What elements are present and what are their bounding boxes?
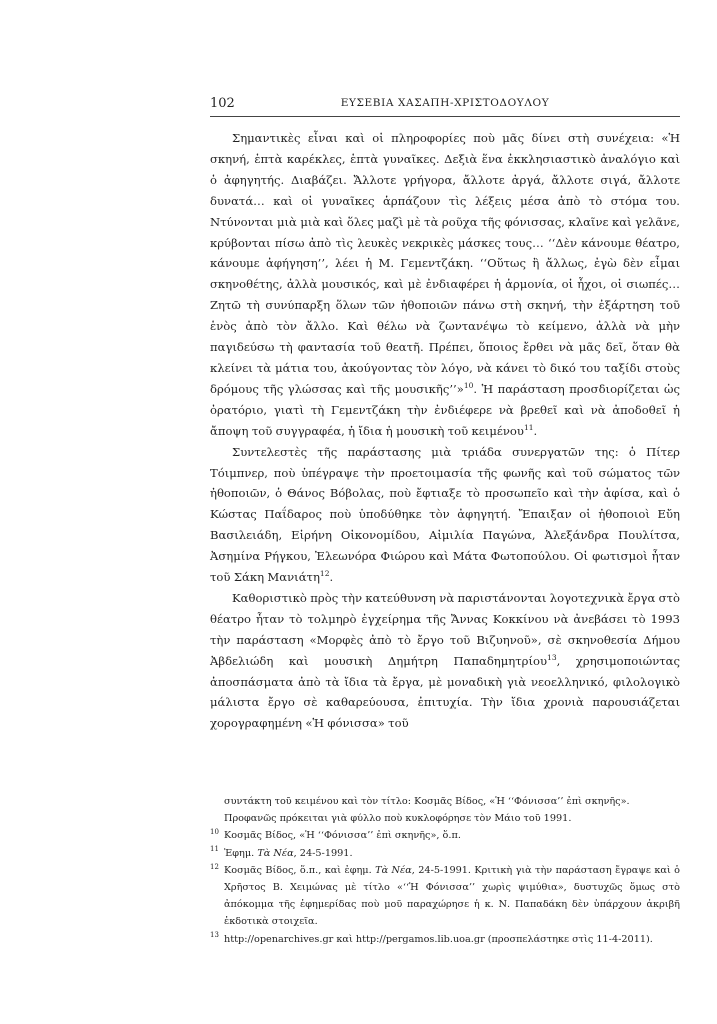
footnote-continuation-b: Προφανῶς πρόκειται γιὰ φύλλο ποὺ κυκλοφόρησε τὸν Μάιο τοῦ 1991. (224, 813, 572, 825)
paragraph-2-text: Συντελεστὲς τῆς παράστασης μιὰ τριάδα συνεργατῶν της: ὁ Πίτερ Τόιμπνερ, ποὺ ὑπέγραψε τὴν προετοιμασία τῆς φωνῆς καὶ τοῦ σώματος τῶν ἠθοποιῶν, ὁ Θάνος Βόβολας, ποὺ ἔφτιαξε τὸ προσωπεῖο καὶ τὴν ἀφίσα, καὶ ὁ Κώστας Παΐδαρος ποὺ ὑποδύθηκε τὸν ἀφηγητή. Ἔπαιξαν οἱ ἠθοποιοὶ Εὔη Βασιλειάδη, Εἰρήνη Οἰκονομίδου, Αἰμιλία Παγώνα, Ἀλεξάνδρα Πουλίτσα, Ἀσημίνα Ρήγκου, Ἐλεωνόρα Φιώρου καὶ Μάτα Φωτοπούλου. Οἱ φωτισμοὶ ἦταν τοῦ Σάκη Μανιάτη (210, 444, 680, 585)
header-rule (210, 116, 680, 117)
footnote-11-text: Ἐφημ. (224, 847, 258, 859)
footnote-12-text: Κοσμᾶς Βίδος, ὅ.π., καὶ ἐφημ. (224, 864, 376, 876)
paragraph-2 (210, 442, 680, 588)
running-head (210, 96, 680, 116)
footnote-ref-11: 11 (523, 422, 534, 432)
footnote-12: 12 Κοσμᾶς Βίδος, ὅ.π., καὶ ἐφημ. Τὰ Νέα, 24-5-1991. Κριτικὴ γιὰ τὴν παράσταση ἔγραψε καὶ ὁ Χρῆστος Β. Χειμώνας μὲ τίτλο «‘‘Ἡ Φόνισσα’’ χωρὶς ψιμύθια», δυστυχῶς ὅμως στὸ ἀπόκομμα τῆς ἐφημερίδας ποὺ μοῦ παραχώρησε ἡ κ. Ν. Παπαδάκη δὲν ὑπάρχουν ἀκριβῆ ἐκδοτικὰ στοιχεῖα. (210, 862, 680, 928)
paragraph-1-end: . (533, 423, 538, 438)
paragraph-3-text: Καθοριστικὸ πρὸς τὴν κατεύθυνση νὰ παριστάνονται λογοτεχνικὰ ἔργα στὸ θέατρο ἦταν τὸ τολμηρὸ ἐγχείρημα τῆς Ἄννας Κοκκίνου νὰ ἀνεβάσει τὸ 1993 τὴν παράσταση «Μορφὲς ἀπὸ τὸ ἔργο τοῦ Βιζυηνοῦ», σὲ σκηνοθεσία Δήμου Ἀβδελιώδη καὶ μουσικὴ Δημήτρη Παπαδημητρίου (210, 590, 680, 668)
running-title: ΕΥΣΕΒΙΑ ΧΑΣΑΠΗ-ΧΡΙΣΤΟΔΟΥΛΟΥ (340, 97, 550, 109)
paragraph-3 (210, 588, 680, 734)
footnote-13: 13 http://openarchives.gr καὶ http://pergamos.lib.uoa.gr (προσπελάστηκε στὶς 11-4-2011). (210, 931, 653, 945)
paragraph-1-text-cont: . Ἡ παράσταση προσδιορίζεται ὡς ὀρατόριο, γιατὶ τὴ Γεμεντζάκη τὴν ἐνδιέφερε νὰ βρεθεῖ καὶ νὰ ἀποδοθεῖ ἡ ἄποψη τοῦ συγγραφέα, ἡ ἴδια ἡ μουσικὴ τοῦ κειμένου (210, 381, 680, 438)
paragraph-2-end: . (329, 570, 334, 585)
footnote-ref-13: 13 (547, 652, 557, 662)
footnote-continuation (210, 793, 680, 827)
footnote-11-newspaper: Τὰ Νέα (257, 847, 294, 859)
footnote-11-date: , 24-5-1991. (293, 847, 353, 859)
paragraph-1 (210, 128, 680, 442)
footnote-13-text: http://openarchives.gr καὶ http://pergamos.lib.uoa.gr (προσπελάστηκε στὶς 11-4-2011). (224, 933, 653, 945)
paragraph-3-text-cont: , χρησιμοποιώντας ἀποσπάσματα ἀπὸ τὰ ἴδια τὰ ἔργα, μὲ μοναδικὴ γιὰ νεοελληνικό, φιλολογικὸ μάλιστα ἔργο σὲ καθαρεύουσα, ἐπιτυχία. Τὴν ἴδια χρονιὰ παρουσιάζεται χορογραφημένη «Ἡ φόνισσα» τοῦ (210, 653, 680, 731)
footnote-12-text-cont: , 24-5-1991. Κριτικὴ γιὰ τὴν παράσταση ἔγραψε καὶ ὁ Χρῆστος Β. Χειμώνας μὲ τίτλο «‘‘Ἡ Φόνισσα’’ χωρὶς ψιμύθια», δυστυχῶς ὅμως στὸ ἀπόκομμα τῆς ἐφημερίδας ποὺ μοῦ παραχώρησε ἡ κ. Ν. Παπαδάκη δὲν ὑπάρχουν ἀκριβῆ ἐκδοτικὰ στοιχεῖα. (224, 864, 680, 928)
footnote-ref-12: 12 (319, 569, 330, 579)
footnote-continuation-a: συντάκτη τοῦ κειμένου καὶ τὸν τίτλο: Κοσμᾶς Βίδος, «Ἡ ‘‘Φόνισσα’’ ἐπὶ σκηνῆς». (224, 796, 630, 807)
footnotes (210, 793, 680, 948)
body-text (210, 128, 680, 734)
footnote-ref-10: 10 (463, 381, 474, 391)
footnote-10: 10 Κοσμᾶς Βίδος, «Ἡ ‘‘Φόνισσα’’ ἐπὶ σκηνῆς», ὅ.π. (210, 828, 461, 842)
footnote-11: 11 Ἐφημ. Τὰ Νέα, 24-5-1991. (210, 845, 353, 859)
paragraph-1-text: Σημαντικὲς εἶναι καὶ οἱ πληροφορίες ποὺ μᾶς δίνει στὴ συνέχεια: «Ἡ σκηνή, ἑπτὰ καρέκλες, ἑπτὰ γυναῖκες. Δεξιὰ ἕνα ἐκκλησιαστικὸ ἀναλόγιο καὶ ὁ ἀφηγητής. Διαβάζει. Ἄλλοτε γρήγορα, ἄλλοτε ἀργά, ἄλλοτε σιγά, ἄλλοτε δυνατά… καὶ οἱ γυναῖκες ἁρπάζουν τὶς λέξεις μέσα ἀπὸ τὸ στόμα του. Ντύνονται μιὰ μιὰ καὶ ὅλες μαζὶ μὲ τὰ ροῦχα τῆς φόνισσας, κλαῖνε καὶ γελᾶνε, κρύβονται πίσω ἀπὸ τὶς λευκὲς νεκρικὲς μάσκες τους… ‘‘Δὲν κάνουμε θέατρο, κάνουμε ἀφήγηση’’, λέει ἡ Μ. Γεμεντζάκη. ‘‘Οὕτως ἢ ἄλλως, ἐγὼ δὲν εἶμαι σκηνοθέτης, ἀλλὰ μουσικός, καὶ μὲ ἐνδιαφέρει ἡ ἁρμονία, οἱ ἦχοι, οἱ σιωπές… Ζητῶ τὴ συνύπαρξη ὅλων τῶν ἠθοποιῶν πάνω στὴ σκηνή, τὴν ἐξάρτηση τοῦ ἑνὸς ἀπὸ τὸν ἄλλο. Καὶ θέλω νὰ ζωντανέψω τὸ κείμενο, ἀλλὰ νὰ μὴν παγιδεύσω τὴ φαντασία τοῦ θεατῆ. Πρέπει, ὅποιος ἔρθει νὰ μᾶς δεῖ, ὅταν θὰ κλείνει τὰ μάτια του, ἀκούγοντας τὸν λόγο, νὰ κάνει τὸ δικό του ταξίδι στοὺς δρόμους τῆς γλώσσας καὶ τῆς μουσικῆς’’» (210, 131, 680, 396)
page-number: 102 (210, 96, 235, 111)
footnote-12-newspaper: Τὰ Νέα (375, 864, 412, 876)
footnote-10-text: Κοσμᾶς Βίδος, «Ἡ ‘‘Φόνισσα’’ ἐπὶ σκηνῆς», ὅ.π. (224, 830, 461, 842)
